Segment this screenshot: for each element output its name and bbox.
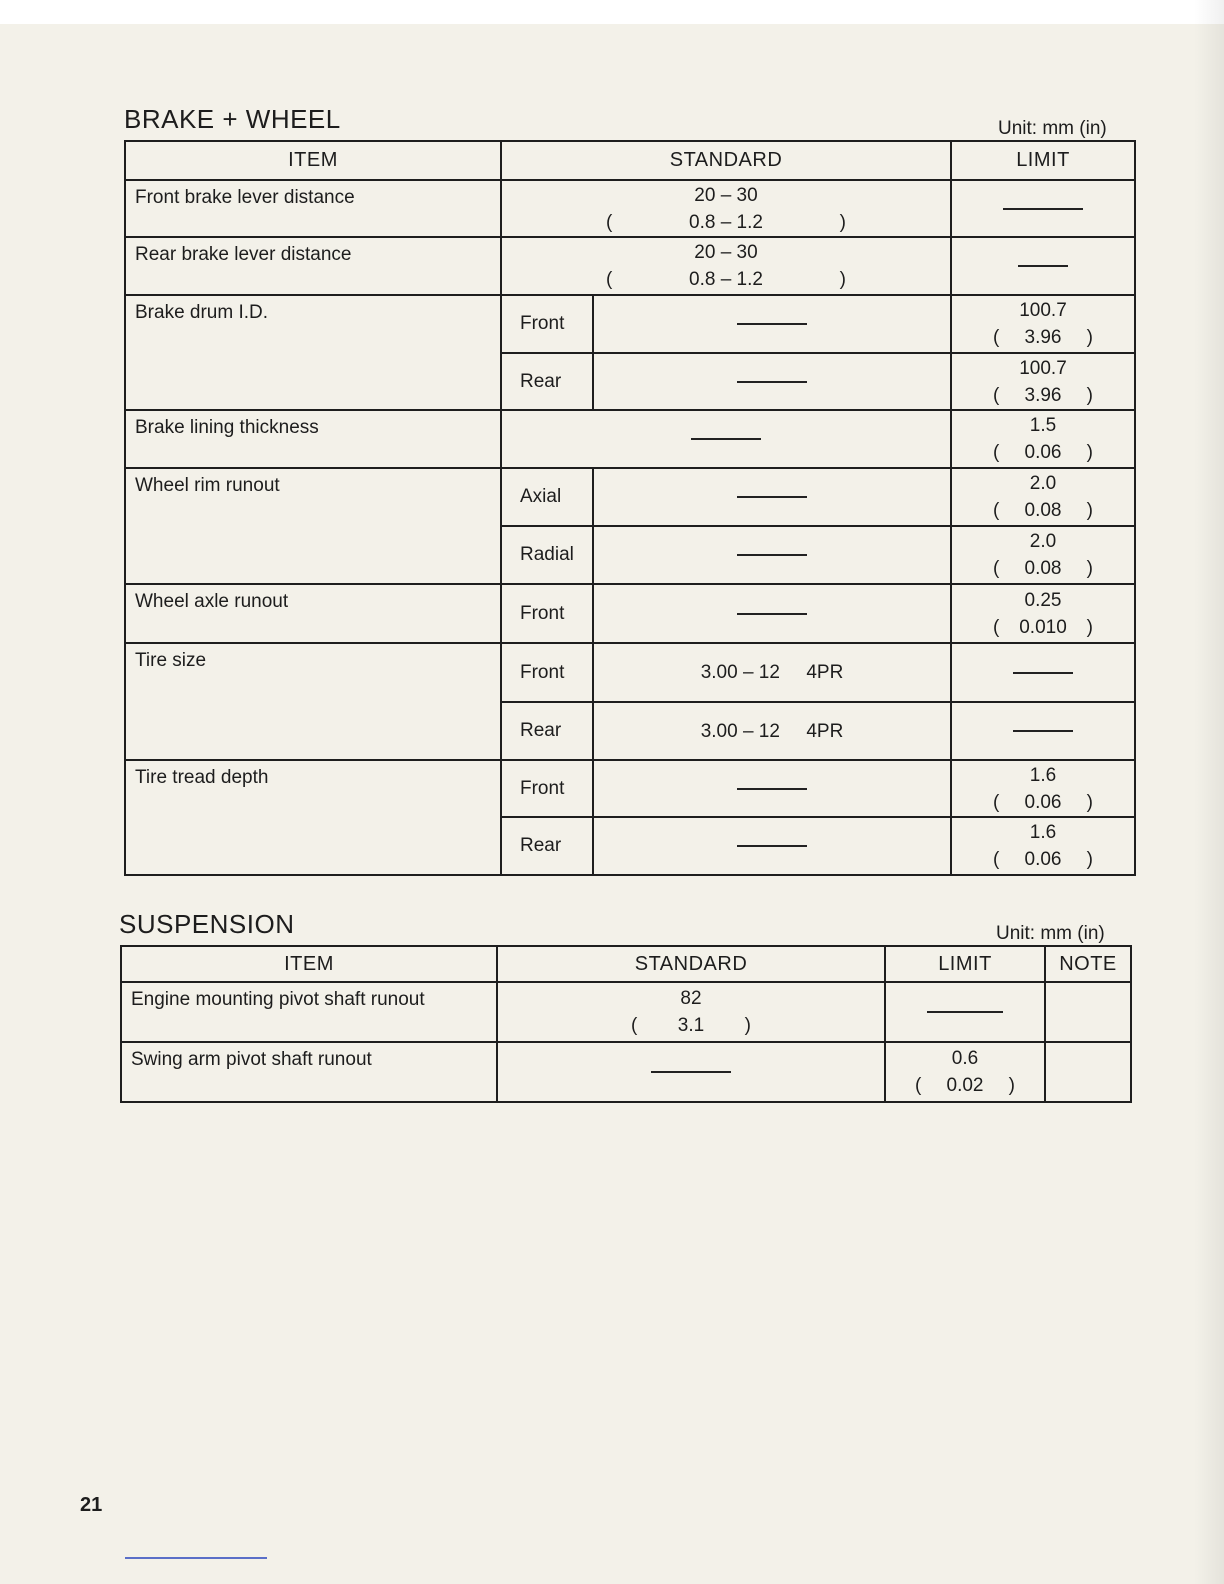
table-row xyxy=(121,982,1131,1042)
limit-rim-radial: 2.0 ( 0.08 ) xyxy=(951,526,1135,584)
tire-ply-rating: 4PR xyxy=(806,662,844,683)
header-standard: STANDARD xyxy=(501,141,951,180)
header-item: ITEM xyxy=(125,141,501,180)
header-limit: LIMIT xyxy=(885,946,1045,982)
limit-value: 1.5 xyxy=(1029,415,1057,436)
limit-tread-front: 1.6 ( 0.06 ) xyxy=(951,760,1135,817)
scan-top-margin xyxy=(0,0,1224,24)
table-row xyxy=(125,410,1135,468)
dash-no-value xyxy=(737,554,807,556)
limit-drum-front: 100.7 ( 3.96 ) xyxy=(951,295,1135,353)
table-row xyxy=(125,584,1135,643)
limit-value: 2.0 xyxy=(1029,531,1057,552)
brake-wheel-table xyxy=(124,140,1136,876)
dash-no-value xyxy=(1003,208,1083,210)
item-engine-mounting-pivot: Engine mounting pivot shaft runout xyxy=(121,982,497,1042)
limit-engine-mounting-pivot xyxy=(885,982,1045,1042)
item-brake-drum: Brake drum I.D. xyxy=(125,295,501,410)
table-row xyxy=(121,1042,1131,1102)
header-note: NOTE xyxy=(1045,946,1131,982)
section-title-suspension: SUSPENSION xyxy=(119,909,295,939)
suspension-table xyxy=(120,945,1132,1103)
table-row xyxy=(125,180,1135,237)
header-item: ITEM xyxy=(121,946,497,982)
limit-tire-size-front xyxy=(951,643,1135,702)
dash-no-value xyxy=(737,496,807,498)
sub-label-rear: Rear xyxy=(501,702,593,760)
dash-no-value xyxy=(737,788,807,790)
dash-no-value xyxy=(737,323,807,325)
section-title-brake-wheel: BRAKE + WHEEL xyxy=(124,104,341,134)
limit-inch-value: 0.06 xyxy=(1024,849,1062,870)
dash-no-value xyxy=(1018,265,1068,267)
limit-value: 1.6 xyxy=(1029,822,1057,843)
dash-no-value xyxy=(737,613,807,615)
limit-inch-value: 0.08 xyxy=(1024,558,1062,579)
dash-no-value xyxy=(927,1011,1003,1013)
sub-label-front: Front xyxy=(501,584,593,643)
note-engine-mounting-pivot xyxy=(1045,982,1131,1042)
standard-tread-rear xyxy=(593,817,951,875)
limit-inch-value: 0.08 xyxy=(1024,500,1062,521)
standard-tire-size-rear xyxy=(593,702,951,760)
standard-rim-axial xyxy=(593,468,951,526)
unit-note-brake-wheel: Unit: mm (in) xyxy=(998,118,1107,139)
standard-value: 82 xyxy=(680,988,702,1009)
item-rear-brake-lever: Rear brake lever distance xyxy=(125,237,501,295)
item-swing-arm-pivot: Swing arm pivot shaft runout xyxy=(121,1042,497,1102)
standard-engine-mounting-pivot: 82 ( 3.1 ) xyxy=(497,982,885,1042)
table-row xyxy=(125,643,1135,702)
standard-drum-front xyxy=(593,295,951,353)
limit-inch-value: 3.96 xyxy=(1024,384,1062,406)
dash-no-value xyxy=(737,381,807,383)
limit-axle-front: 0.25 ( 0.010 ) xyxy=(951,584,1135,643)
limit-brake-lining: 1.5 ( 0.06 ) xyxy=(951,410,1135,468)
limit-value: 100.7 xyxy=(1019,300,1067,321)
limit-drum-rear: 100.7 ( 3.96 ) xyxy=(951,353,1135,410)
table-row xyxy=(125,237,1135,295)
limit-value: 0.25 xyxy=(1024,589,1062,611)
table-row xyxy=(125,468,1135,526)
sub-label-rear: Rear xyxy=(501,353,593,410)
table-header-row xyxy=(121,946,1131,982)
limit-value: 1.6 xyxy=(1029,764,1057,786)
unit-note-suspension: Unit: mm (in) xyxy=(996,923,1105,944)
limit-value: 2.0 xyxy=(1029,473,1057,494)
item-front-brake-lever: Front brake lever distance xyxy=(125,180,501,237)
dash-no-value xyxy=(691,438,761,440)
tire-size-value: 3.00 – 12 xyxy=(700,662,780,683)
standard-inch-value: 3.1 xyxy=(677,1015,705,1036)
limit-value: 0.6 xyxy=(951,1048,979,1069)
limit-rear-brake-lever xyxy=(951,237,1135,295)
table-row xyxy=(125,295,1135,353)
sub-label-axial: Axial xyxy=(501,468,593,526)
limit-tire-size-rear xyxy=(951,702,1135,760)
item-wheel-axle-runout: Wheel axle runout xyxy=(125,584,501,643)
sub-label-front: Front xyxy=(501,295,593,353)
standard-rear-brake-lever: 20 – 30 ( 0.8 – 1.2 ) xyxy=(501,237,951,295)
limit-inch-value: 3.96 xyxy=(1024,327,1062,348)
standard-value: 20 – 30 xyxy=(694,184,758,206)
limit-front-brake-lever xyxy=(951,180,1135,237)
dash-no-value xyxy=(1013,730,1073,732)
standard-value: 20 – 30 xyxy=(694,242,758,263)
limit-inch-value: 0.06 xyxy=(1024,791,1062,813)
sub-label-rear: Rear xyxy=(501,817,593,875)
table-row xyxy=(125,760,1135,817)
standard-brake-lining xyxy=(501,410,951,468)
standard-front-brake-lever: 20 – 30 ( 0.8 – 1.2 ) xyxy=(501,180,951,237)
limit-value: 100.7 xyxy=(1019,357,1067,379)
dash-no-value xyxy=(1013,672,1073,674)
standard-tread-front xyxy=(593,760,951,817)
item-tire-tread-depth: Tire tread depth xyxy=(125,760,501,875)
standard-swing-arm-pivot xyxy=(497,1042,885,1102)
header-limit: LIMIT xyxy=(951,141,1135,180)
item-wheel-rim-runout: Wheel rim runout xyxy=(125,468,501,584)
standard-drum-rear xyxy=(593,353,951,410)
dash-no-value xyxy=(737,845,807,847)
limit-inch-value: 0.010 xyxy=(1019,616,1067,638)
limit-tread-rear: 1.6 ( 0.06 ) xyxy=(951,817,1135,875)
dash-no-value xyxy=(651,1071,731,1073)
table-header-row xyxy=(125,141,1135,180)
standard-inch-value: 0.8 – 1.2 xyxy=(689,211,763,233)
tire-size-value: 3.00 – 12 xyxy=(700,720,780,742)
standard-tire-size-front xyxy=(593,643,951,702)
limit-inch-value: 0.06 xyxy=(1024,442,1062,463)
limit-swing-arm-pivot: 0.6 ( 0.02 ) xyxy=(885,1042,1045,1102)
limit-inch-value: 0.02 xyxy=(946,1075,984,1096)
standard-inch-value: 0.8 – 1.2 xyxy=(689,269,763,290)
sub-label-front: Front xyxy=(501,760,593,817)
standard-rim-radial xyxy=(593,526,951,584)
note-swing-arm-pivot xyxy=(1045,1042,1131,1102)
standard-axle-front xyxy=(593,584,951,643)
header-standard: STANDARD xyxy=(497,946,885,982)
limit-rim-axial: 2.0 ( 0.08 ) xyxy=(951,468,1135,526)
tire-ply-rating: 4PR xyxy=(806,720,844,742)
item-tire-size: Tire size xyxy=(125,643,501,760)
sub-label-front: Front xyxy=(501,643,593,702)
bottom-rule xyxy=(125,1557,267,1559)
page-edge-shadow xyxy=(1194,0,1224,1584)
page-number: 21 xyxy=(80,1494,103,1516)
sub-label-radial: Radial xyxy=(501,526,593,584)
item-brake-lining: Brake lining thickness xyxy=(125,410,501,468)
